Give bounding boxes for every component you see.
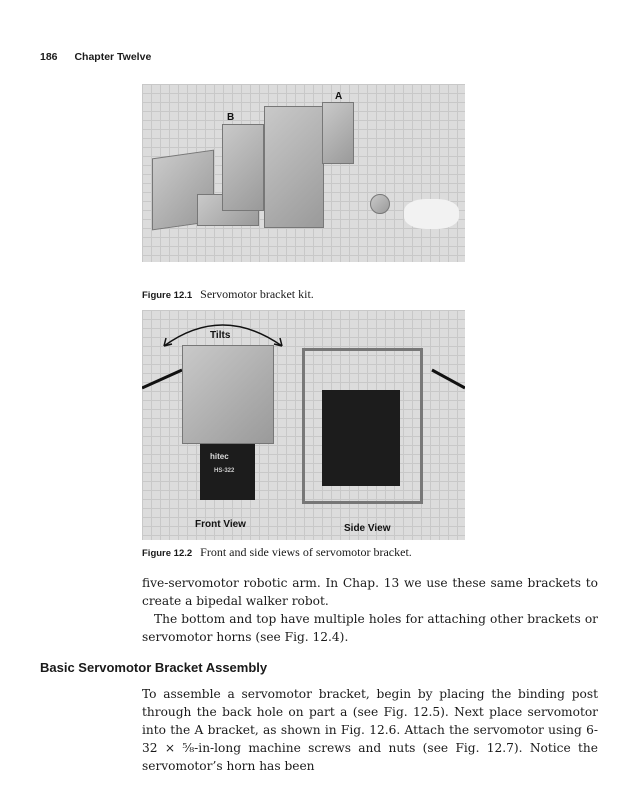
label-a: A xyxy=(335,91,343,102)
bracket-front xyxy=(182,345,274,444)
binding-post xyxy=(370,194,390,214)
chapter-title: Chapter Twelve xyxy=(74,51,152,63)
servo-horns xyxy=(404,199,459,229)
caption-number: Figure 12.2 xyxy=(142,548,193,559)
caption-text: Front and side views of servomotor bracket. xyxy=(200,545,412,559)
bracket-a xyxy=(264,106,324,228)
figure-12-1-photo xyxy=(142,84,465,262)
figure-12-1-caption xyxy=(142,287,314,302)
figure-12-2-photo xyxy=(142,310,465,540)
label-side-view: Side View xyxy=(344,523,391,534)
bracket-a-flange xyxy=(322,102,354,164)
section-heading: Basic Servomotor Bracket Assembly xyxy=(40,660,268,675)
page-number: 186 xyxy=(40,51,58,63)
label-b: B xyxy=(227,112,235,123)
caption-number: Figure 12.1 xyxy=(142,290,193,301)
figure-12-2-caption xyxy=(142,545,412,560)
label-model: HS-322 xyxy=(214,468,235,474)
body-text-bottom xyxy=(142,685,598,775)
paragraph: The bottom and top have multiple holes for attaching other brackets or servomotor horns (see Fig. 12.4). xyxy=(142,612,598,644)
label-brand: hitec xyxy=(210,452,229,461)
paragraph: To assemble a servomotor bracket, begin by placing the binding post through the back hole on part a (see Fig. 12.5). Next place servomotor into the A bracket, as shown in Fig. 12.6. Attach the servomotor using 6-32 × ⅝-in-long machine screws and nuts (see Fig. 12.7). Notice the servomotor’s horn has been xyxy=(142,687,598,773)
bracket-b-back xyxy=(222,124,264,211)
body-text-top xyxy=(142,574,598,646)
paragraph: five-servomotor robotic arm. In Chap. 13 we use these same brackets to create a bipedal walker robot. xyxy=(142,576,598,608)
caption-text: Servomotor bracket kit. xyxy=(200,287,314,301)
running-header xyxy=(40,51,165,63)
label-tilts: Tilts xyxy=(210,330,231,341)
servo-side xyxy=(322,390,400,486)
label-front-view: Front View xyxy=(195,519,246,530)
